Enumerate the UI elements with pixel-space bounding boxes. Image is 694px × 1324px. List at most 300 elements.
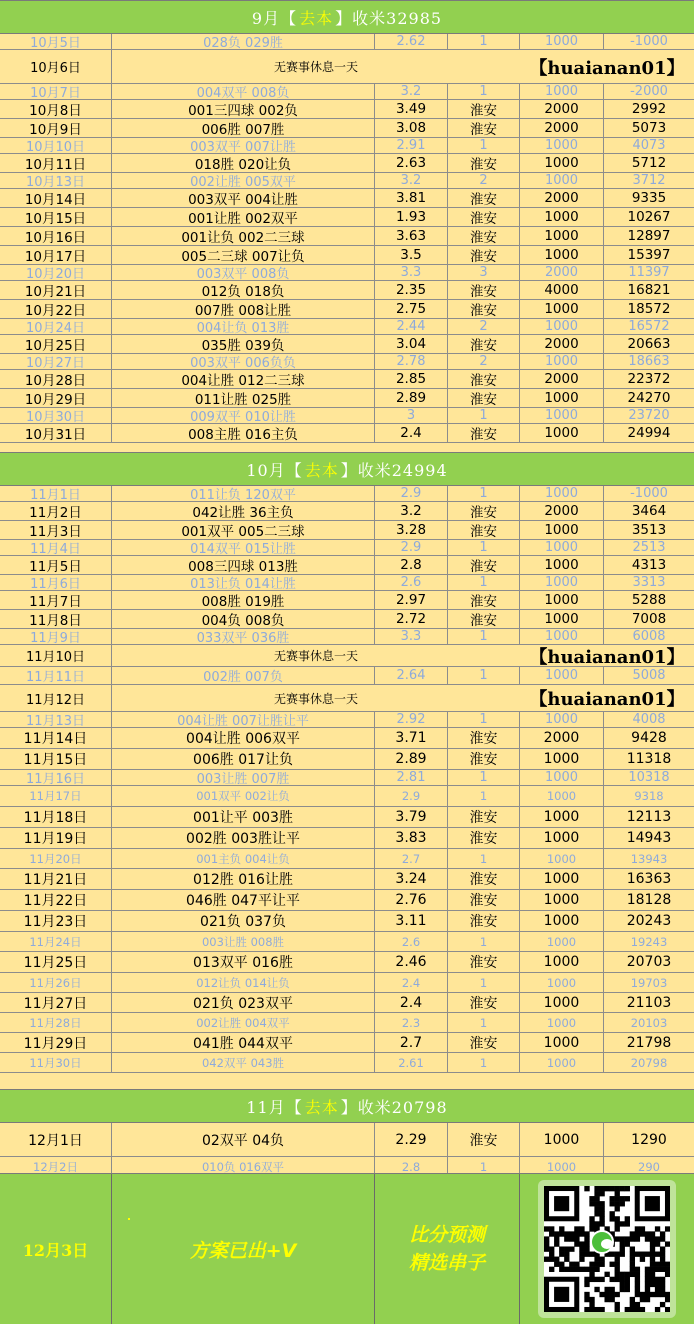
row-matches: 042双平 043胜 bbox=[112, 1053, 375, 1072]
row-result: 1 bbox=[448, 84, 520, 99]
row-stake: 1000 bbox=[520, 786, 604, 806]
lost-bet-row bbox=[0, 84, 694, 100]
row-matches: 006胜 017让负 bbox=[112, 749, 375, 769]
row-odds: 2.7 bbox=[375, 1033, 448, 1052]
row-odds: 2.6 bbox=[375, 932, 448, 951]
banner-bracket-right: 】 bbox=[340, 1097, 358, 1117]
row-date: 10月30日 bbox=[0, 408, 112, 423]
row-result: 淮安 bbox=[448, 993, 520, 1012]
row-odds: 3.04 bbox=[375, 335, 448, 353]
row-result: 1 bbox=[448, 1053, 520, 1072]
row-date: 11月5日 bbox=[0, 556, 112, 574]
banner-earnings: 收米32985 bbox=[352, 8, 443, 28]
row-stake: 1000 bbox=[520, 424, 604, 442]
won-bet-row bbox=[0, 1123, 694, 1157]
row-stake: 1000 bbox=[520, 770, 604, 785]
won-bet-row bbox=[0, 370, 694, 389]
row-result: 1 bbox=[448, 849, 520, 868]
won-bet-row bbox=[0, 281, 694, 300]
row-balance: 22372 bbox=[627, 371, 671, 387]
row-matches: 002胜 007负 bbox=[112, 667, 375, 684]
won-bet-row bbox=[0, 189, 694, 208]
row-matches: 008主胜 016主负 bbox=[112, 424, 375, 442]
row-odds: 2.4 bbox=[375, 993, 448, 1012]
row-balance: 20663 bbox=[627, 336, 671, 352]
row-balance: 6008 bbox=[632, 629, 666, 644]
row-date: 11月14日 bbox=[0, 728, 112, 748]
lost-bet-row bbox=[0, 973, 694, 993]
banner-bracket-left: 【 bbox=[280, 8, 298, 28]
lost-bet-row bbox=[0, 849, 694, 869]
row-date: 10月5日 bbox=[0, 34, 112, 49]
row-odds: 2.29 bbox=[375, 1123, 448, 1156]
row-date: 11月9日 bbox=[0, 629, 112, 644]
lost-bet-row bbox=[0, 354, 694, 370]
row-matches: 008胜 019胜 bbox=[112, 591, 375, 609]
row-balance: 9318 bbox=[634, 789, 664, 803]
row-stake: 1000 bbox=[520, 556, 604, 574]
row-odds: 3.11 bbox=[375, 911, 448, 931]
row-result: 淮安 bbox=[448, 828, 520, 848]
row-balance: -1000 bbox=[630, 34, 668, 49]
row-stake: 2000 bbox=[520, 265, 604, 280]
row-odds: 3 bbox=[375, 408, 448, 423]
row-balance: 20703 bbox=[626, 954, 672, 970]
banner-month: 10月 bbox=[246, 460, 286, 480]
row-balance: 11318 bbox=[626, 751, 672, 767]
row-odds: 2.9 bbox=[375, 486, 448, 501]
row-result: 1 bbox=[448, 629, 520, 644]
row-result: 淮安 bbox=[448, 728, 520, 748]
wechat-icon bbox=[590, 1230, 614, 1254]
row-stake: 2000 bbox=[520, 100, 604, 118]
row-balance: 15397 bbox=[627, 247, 671, 263]
row-balance: 20243 bbox=[626, 913, 672, 929]
won-bet-row bbox=[0, 100, 694, 119]
row-date: 10月25日 bbox=[0, 335, 112, 353]
row-balance: 19243 bbox=[630, 934, 668, 949]
row-balance: 20798 bbox=[630, 1055, 668, 1070]
lost-bet-row bbox=[0, 540, 694, 556]
row-date: 10月22日 bbox=[0, 300, 112, 318]
row-stake: 1000 bbox=[520, 486, 604, 501]
row-matches: 018胜 020让负 bbox=[112, 154, 375, 172]
row-date: 10月15日 bbox=[0, 208, 112, 226]
row-date: 10月17日 bbox=[0, 246, 112, 264]
row-stake: 1000 bbox=[520, 807, 604, 827]
footer-promo bbox=[0, 1173, 694, 1324]
row-matches: 004让胜 006双平 bbox=[112, 728, 375, 748]
row-date: 11月6日 bbox=[0, 575, 112, 590]
row-balance: 5712 bbox=[631, 155, 667, 171]
row-date: 11月4日 bbox=[0, 540, 112, 555]
row-balance: 24994 bbox=[627, 425, 671, 441]
row-stake: 1000 bbox=[520, 993, 604, 1012]
footer-promo-text bbox=[375, 1174, 520, 1324]
row-matches: 013让负 014让胜 bbox=[112, 575, 375, 590]
row-stake: 1000 bbox=[520, 540, 604, 555]
brand-tag: 【huaianan01】 bbox=[529, 57, 685, 79]
row-stake: 1000 bbox=[520, 173, 604, 188]
row-balance: 11397 bbox=[628, 265, 670, 280]
row-date: 10月9日 bbox=[0, 119, 112, 137]
row-odds: 1.93 bbox=[375, 208, 448, 226]
month-summary-banner bbox=[0, 1089, 694, 1123]
lost-bet-row bbox=[0, 408, 694, 424]
row-odds: 2.7 bbox=[375, 849, 448, 868]
row-stake: 1000 bbox=[520, 952, 604, 972]
row-balance: 12897 bbox=[627, 228, 671, 244]
row-stake: 1000 bbox=[520, 1157, 604, 1176]
row-stake: 1000 bbox=[520, 34, 604, 49]
row-balance: 9335 bbox=[631, 190, 667, 206]
row-date: 10月16日 bbox=[0, 227, 112, 245]
row-odds: 2.81 bbox=[375, 770, 448, 785]
banner-bracket-left: 【 bbox=[285, 460, 303, 480]
row-stake: 1000 bbox=[520, 712, 604, 727]
row-matches: 004让负 013胜 bbox=[112, 319, 375, 334]
row-balance: 24270 bbox=[627, 390, 671, 406]
row-result: 淮安 bbox=[448, 208, 520, 226]
brand-tag: 【huaianan01】 bbox=[529, 646, 685, 666]
won-bet-row bbox=[0, 591, 694, 610]
won-bet-row bbox=[0, 807, 694, 828]
won-bet-row bbox=[0, 502, 694, 521]
row-result: 淮安 bbox=[448, 869, 520, 889]
row-matches: 007胜 008让胜 bbox=[112, 300, 375, 318]
won-bet-row bbox=[0, 154, 694, 173]
row-odds: 3.79 bbox=[375, 807, 448, 827]
row-matches: 002让胜 004双平 bbox=[112, 1013, 375, 1032]
row-balance: 20103 bbox=[630, 1015, 668, 1030]
rest-note: 无赛事休息一天 bbox=[273, 649, 358, 663]
row-stake: 1000 bbox=[520, 575, 604, 590]
row-odds: 3.3 bbox=[375, 629, 448, 644]
row-date: 11月26日 bbox=[0, 973, 112, 992]
row-stake: 1000 bbox=[520, 84, 604, 99]
row-stake: 1000 bbox=[520, 389, 604, 407]
row-odds: 2.89 bbox=[375, 749, 448, 769]
row-balance: 2513 bbox=[632, 540, 666, 555]
row-result: 淮安 bbox=[448, 807, 520, 827]
row-stake: 1000 bbox=[520, 227, 604, 245]
row-date: 10月10日 bbox=[0, 138, 112, 153]
row-matches: 012让负 014让负 bbox=[112, 973, 375, 992]
row-date: 10月7日 bbox=[0, 84, 112, 99]
row-date: 11月13日 bbox=[0, 712, 112, 727]
row-result: 1 bbox=[448, 408, 520, 423]
row-result: 淮安 bbox=[448, 335, 520, 353]
row-result: 淮安 bbox=[448, 100, 520, 118]
row-matches: 002让胜 005双平 bbox=[112, 173, 375, 188]
row-matches: 001让负 002二三球 bbox=[112, 227, 375, 245]
row-matches: 004双平 008负 bbox=[112, 84, 375, 99]
row-matches: 041胜 044双平 bbox=[112, 1033, 375, 1052]
row-stake: 1000 bbox=[520, 521, 604, 539]
row-date: 12月2日 bbox=[0, 1157, 112, 1176]
won-bet-row bbox=[0, 521, 694, 540]
row-odds: 2.4 bbox=[375, 973, 448, 992]
row-odds: 2.63 bbox=[375, 154, 448, 172]
row-stake: 1000 bbox=[520, 749, 604, 769]
row-result: 1 bbox=[448, 667, 520, 684]
qr-frame bbox=[538, 1180, 676, 1318]
row-matches: 010负 016双平 bbox=[112, 1157, 375, 1176]
row-result: 淮安 bbox=[448, 1123, 520, 1156]
row-balance: 4073 bbox=[632, 138, 666, 153]
won-bet-row bbox=[0, 246, 694, 265]
row-stake: 4000 bbox=[520, 281, 604, 299]
promo-line-1: 比分预测 bbox=[408, 1224, 485, 1246]
row-balance: 16363 bbox=[626, 871, 672, 887]
lost-bet-row bbox=[0, 770, 694, 786]
row-odds: 2.44 bbox=[375, 319, 448, 334]
banner-highlight: 去本 bbox=[304, 460, 339, 480]
row-balance: 3513 bbox=[631, 522, 667, 538]
row-stake: 1000 bbox=[520, 890, 604, 910]
row-date: 10月27日 bbox=[0, 354, 112, 369]
row-result: 淮安 bbox=[448, 246, 520, 264]
banner-month: 11月 bbox=[246, 1097, 286, 1117]
row-odds: 3.81 bbox=[375, 189, 448, 207]
row-result: 淮安 bbox=[448, 189, 520, 207]
row-balance: 23720 bbox=[628, 408, 670, 423]
row-stake: 1000 bbox=[520, 1123, 604, 1156]
row-odds: 2.8 bbox=[375, 1157, 448, 1176]
row-date: 11月17日 bbox=[0, 786, 112, 806]
won-bet-row bbox=[0, 227, 694, 246]
row-date: 10月28日 bbox=[0, 370, 112, 388]
row-odds: 3.5 bbox=[375, 246, 448, 264]
won-bet-row bbox=[0, 208, 694, 227]
lost-bet-row bbox=[0, 265, 694, 281]
row-balance: 5008 bbox=[632, 668, 666, 683]
row-balance: 16572 bbox=[628, 319, 670, 334]
row-matches: 001双平 005二三球 bbox=[112, 521, 375, 539]
row-date: 11月20日 bbox=[0, 849, 112, 868]
promo-line-2: 精选串子 bbox=[408, 1252, 485, 1274]
row-odds: 3.2 bbox=[375, 84, 448, 99]
row-matches: 003双平 004让胜 bbox=[112, 189, 375, 207]
won-bet-row bbox=[0, 993, 694, 1013]
row-matches: 011让胜 025胜 bbox=[112, 389, 375, 407]
row-balance: 5288 bbox=[631, 592, 667, 608]
row-odds: 3.24 bbox=[375, 869, 448, 889]
lost-bet-row bbox=[0, 712, 694, 728]
row-stake: 1000 bbox=[520, 154, 604, 172]
row-odds: 3.71 bbox=[375, 728, 448, 748]
row-matches: 042让胜 36主负 bbox=[112, 502, 375, 520]
row-balance: 21798 bbox=[626, 1034, 672, 1051]
row-date: 11月11日 bbox=[0, 667, 112, 684]
row-result: 1 bbox=[448, 770, 520, 785]
row-result: 2 bbox=[448, 354, 520, 369]
row-date: 11月23日 bbox=[0, 911, 112, 931]
lost-bet-row bbox=[0, 667, 694, 685]
lost-bet-row bbox=[0, 629, 694, 645]
row-matches: 005二三球 007让负 bbox=[112, 246, 375, 264]
row-stake: 2000 bbox=[520, 502, 604, 520]
won-bet-row bbox=[0, 728, 694, 749]
row-balance: 7008 bbox=[631, 611, 667, 627]
row-matches: 001三四球 002负 bbox=[112, 100, 375, 118]
row-balance: 290 bbox=[638, 1159, 660, 1174]
banner-month: 9月 bbox=[251, 8, 281, 28]
row-result: 1 bbox=[448, 540, 520, 555]
row-matches: 003双平 006负负 bbox=[112, 354, 375, 369]
row-odds: 2.35 bbox=[375, 281, 448, 299]
banner-bracket-right: 】 bbox=[335, 8, 353, 28]
row-matches: 012负 018负 bbox=[112, 281, 375, 299]
row-matches: 003让胜 007胜 bbox=[112, 770, 375, 785]
row-odds: 2.75 bbox=[375, 300, 448, 318]
row-result: 1 bbox=[448, 932, 520, 951]
row-date: 10月31日 bbox=[0, 424, 112, 442]
row-odds: 2.85 bbox=[375, 370, 448, 388]
row-odds: 2.91 bbox=[375, 138, 448, 153]
row-stake: 1000 bbox=[520, 591, 604, 609]
won-bet-row bbox=[0, 869, 694, 890]
row-date: 10月13日 bbox=[0, 173, 112, 188]
row-result: 淮安 bbox=[448, 610, 520, 628]
rest-note: 无赛事休息一天 bbox=[273, 60, 358, 74]
won-bet-row bbox=[0, 119, 694, 138]
row-odds: 3.83 bbox=[375, 828, 448, 848]
row-result: 淮安 bbox=[448, 911, 520, 931]
row-matches: 035胜 039负 bbox=[112, 335, 375, 353]
row-balance: -1000 bbox=[630, 486, 668, 501]
row-stake: 2000 bbox=[520, 370, 604, 388]
row-stake: 1000 bbox=[520, 1053, 604, 1072]
row-date: 11月24日 bbox=[0, 932, 112, 951]
month-summary-banner bbox=[0, 0, 694, 34]
row-result: 1 bbox=[448, 1157, 520, 1176]
row-matches: 003让胜 008胜 bbox=[112, 932, 375, 951]
row-result: 淮安 bbox=[448, 749, 520, 769]
won-bet-row bbox=[0, 335, 694, 354]
row-odds: 2.4 bbox=[375, 424, 448, 442]
row-balance: -2000 bbox=[630, 84, 668, 99]
row-stake: 1000 bbox=[520, 319, 604, 334]
row-stake: 2000 bbox=[520, 119, 604, 137]
row-result: 1 bbox=[448, 712, 520, 727]
lost-bet-row bbox=[0, 486, 694, 502]
row-date: 10月29日 bbox=[0, 389, 112, 407]
row-odds: 2.9 bbox=[375, 786, 448, 806]
row-odds: 3.08 bbox=[375, 119, 448, 137]
row-date: 11月10日 bbox=[0, 645, 112, 666]
row-matches: 003双平 008负 bbox=[112, 265, 375, 280]
row-date: 11月18日 bbox=[0, 807, 112, 827]
row-matches: 012胜 016让胜 bbox=[112, 869, 375, 889]
row-balance: 4008 bbox=[632, 712, 666, 727]
won-bet-row bbox=[0, 911, 694, 932]
won-bet-row bbox=[0, 1033, 694, 1053]
row-date: 11月27日 bbox=[0, 993, 112, 1012]
row-result: 1 bbox=[448, 138, 520, 153]
row-odds: 3.2 bbox=[375, 173, 448, 188]
row-date: 11月12日 bbox=[0, 685, 112, 711]
row-matches: 013双平 016胜 bbox=[112, 952, 375, 972]
row-result: 2 bbox=[448, 173, 520, 188]
lost-bet-row bbox=[0, 575, 694, 591]
row-result: 淮安 bbox=[448, 370, 520, 388]
row-matches: 021负 037负 bbox=[112, 911, 375, 931]
row-stake: 1000 bbox=[520, 408, 604, 423]
row-balance: 1290 bbox=[631, 1131, 667, 1148]
row-matches: 004让胜 007让胜让平 bbox=[112, 712, 375, 727]
row-result: 1 bbox=[448, 486, 520, 501]
row-matches: 014双平 015让胜 bbox=[112, 540, 375, 555]
row-stake: 1000 bbox=[520, 869, 604, 889]
row-balance: 3712 bbox=[632, 173, 666, 188]
row-balance: 16821 bbox=[627, 282, 671, 298]
rest-day-row bbox=[0, 50, 694, 84]
row-odds: 2.92 bbox=[375, 712, 448, 727]
row-odds: 2.64 bbox=[375, 667, 448, 684]
row-balance: 18572 bbox=[627, 301, 671, 317]
row-matches: 001让平 003胜 bbox=[112, 807, 375, 827]
row-matches: 02双平 04负 bbox=[112, 1123, 375, 1156]
footer-plan-text bbox=[112, 1174, 375, 1324]
row-stake: 1000 bbox=[520, 629, 604, 644]
lost-bet-row bbox=[0, 932, 694, 952]
won-bet-row bbox=[0, 952, 694, 973]
row-odds: 3.49 bbox=[375, 100, 448, 118]
row-stake: 1000 bbox=[520, 828, 604, 848]
row-stake: 1000 bbox=[520, 610, 604, 628]
banner-bracket-right: 】 bbox=[340, 460, 358, 480]
row-stake: 1000 bbox=[520, 849, 604, 868]
rest-day-row bbox=[0, 645, 694, 667]
row-stake: 1000 bbox=[520, 208, 604, 226]
row-odds: 2.97 bbox=[375, 591, 448, 609]
row-date: 12月1日 bbox=[0, 1123, 112, 1156]
row-date: 10月6日 bbox=[0, 50, 112, 83]
row-odds: 2.46 bbox=[375, 952, 448, 972]
row-matches: 011让负 120双平 bbox=[112, 486, 375, 501]
row-stake: 1000 bbox=[520, 138, 604, 153]
row-stake: 1000 bbox=[520, 300, 604, 318]
lost-bet-row bbox=[0, 138, 694, 154]
row-date: 11月3日 bbox=[0, 521, 112, 539]
footer-plan-label: 方案已出+V bbox=[189, 1239, 297, 1262]
row-date: 10月24日 bbox=[0, 319, 112, 334]
row-result: 淮安 bbox=[448, 521, 520, 539]
qr-cell bbox=[520, 1174, 694, 1324]
row-odds: 2.72 bbox=[375, 610, 448, 628]
won-bet-row bbox=[0, 828, 694, 849]
row-matches: 046胜 047平让平 bbox=[112, 890, 375, 910]
row-date: 11月1日 bbox=[0, 486, 112, 501]
row-odds: 2.78 bbox=[375, 354, 448, 369]
won-bet-row bbox=[0, 424, 694, 443]
row-balance: 9428 bbox=[631, 730, 667, 746]
row-date: 11月22日 bbox=[0, 890, 112, 910]
row-date: 11月28日 bbox=[0, 1013, 112, 1032]
row-result: 1 bbox=[448, 575, 520, 590]
row-date: 11月16日 bbox=[0, 770, 112, 785]
row-result: 淮安 bbox=[448, 1033, 520, 1052]
row-balance: 18128 bbox=[626, 892, 672, 908]
row-balance: 3313 bbox=[632, 575, 666, 590]
row-odds: 2.62 bbox=[375, 34, 448, 49]
row-odds: 2.76 bbox=[375, 890, 448, 910]
row-balance: 10267 bbox=[627, 209, 671, 225]
row-result: 1 bbox=[448, 1013, 520, 1032]
row-result: 1 bbox=[448, 786, 520, 806]
row-date: 11月7日 bbox=[0, 591, 112, 609]
